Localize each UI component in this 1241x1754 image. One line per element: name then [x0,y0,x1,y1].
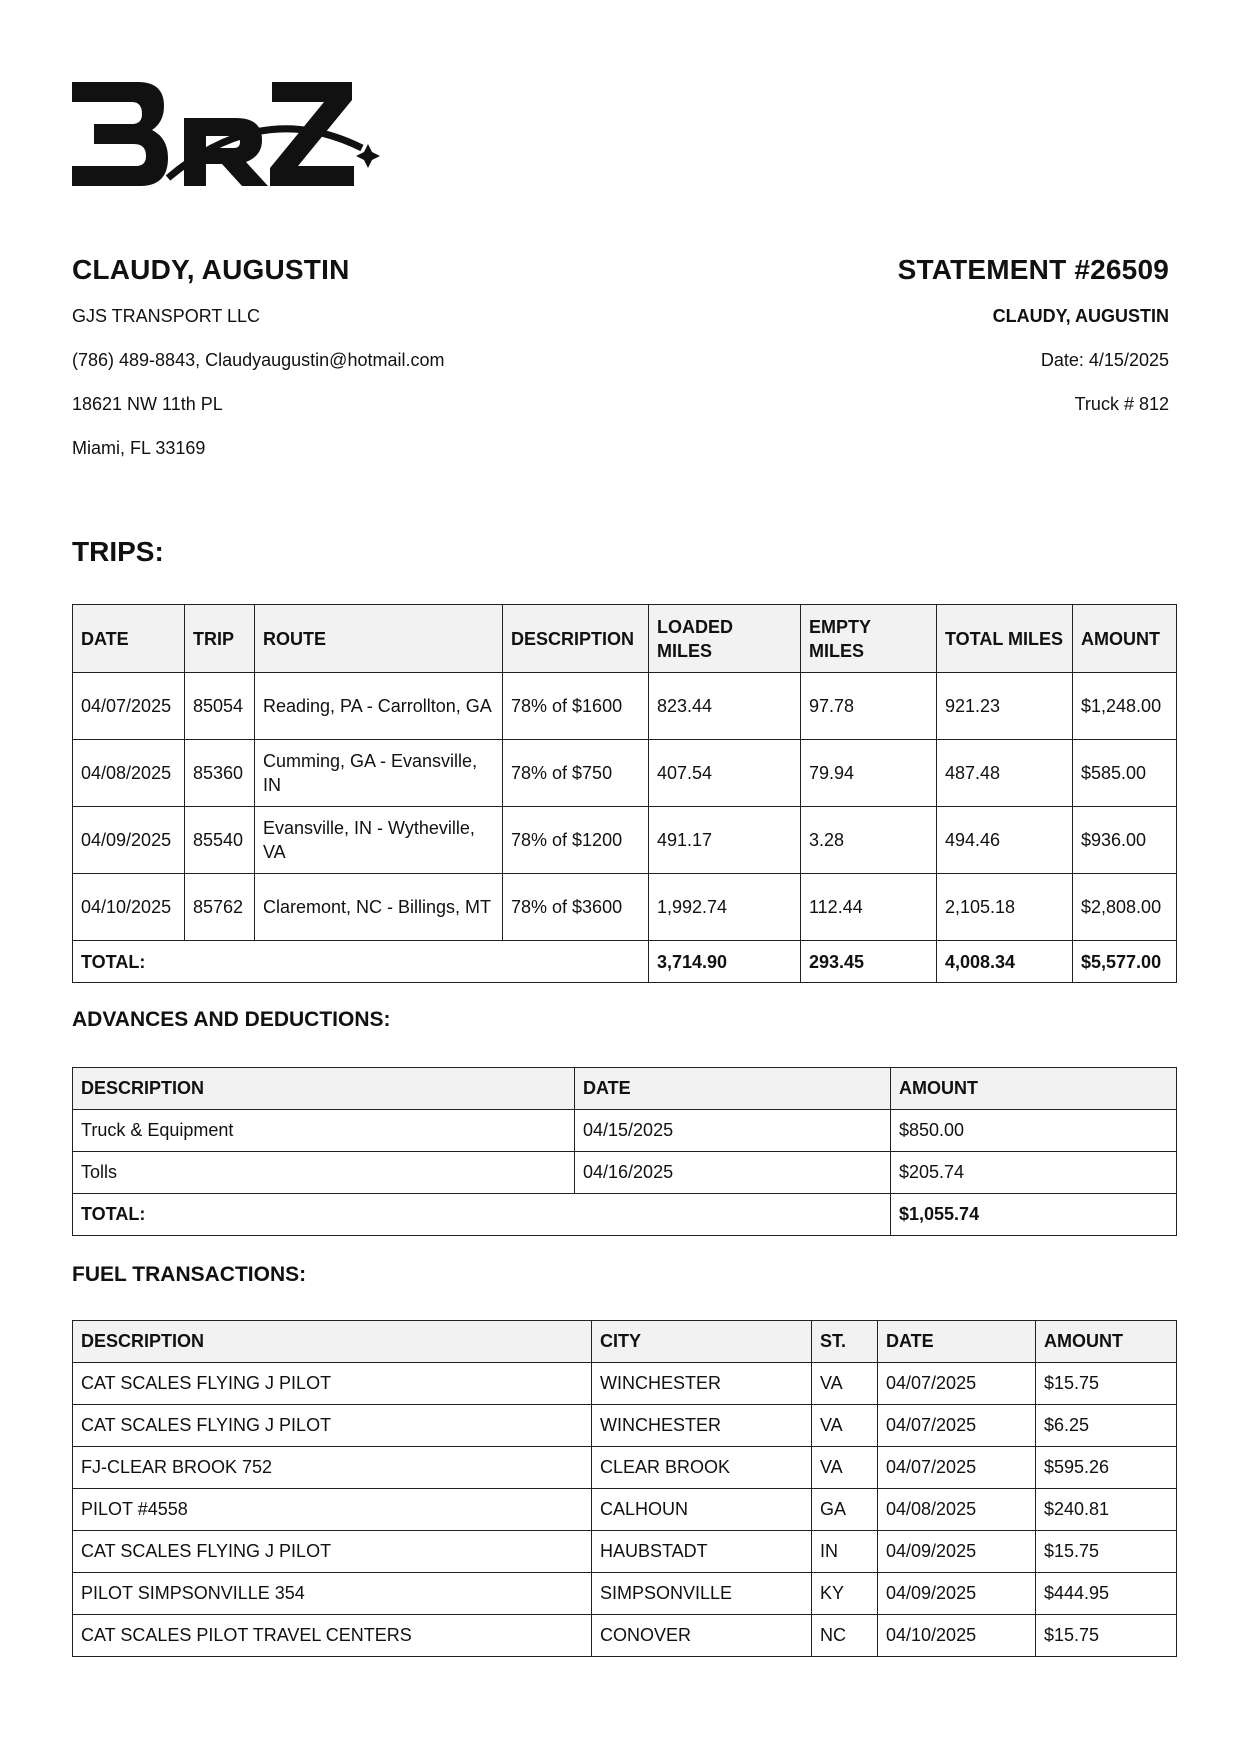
table-cell: 04/08/2025 [73,740,185,807]
driver-name: CLAUDY, AUGUSTIN [72,254,350,285]
table-cell: 04/15/2025 [575,1110,891,1152]
table-cell: 78% of $1200 [503,807,649,874]
table-cell: FJ-CLEAR BROOK 752 [73,1447,592,1489]
table-cell: CAT SCALES PILOT TRAVEL CENTERS [73,1615,592,1657]
table-cell: Claremont, NC - Billings, MT [255,874,503,941]
table-row [73,1531,1177,1573]
driver-contact: (786) 489-8843, Claudyaugustin@hotmail.com [72,350,445,370]
table-cell: $15.75 [1036,1615,1177,1657]
column-header: EMPTY MILES [801,605,937,673]
table-cell: Cumming, GA - Evansville, IN [255,740,503,807]
table-cell: $15.75 [1036,1363,1177,1405]
table-header-row [73,1068,1177,1110]
table-cell: 04/10/2025 [878,1615,1036,1657]
statement-info [898,252,1169,426]
table-cell: 79.94 [801,740,937,807]
table-row [73,1405,1177,1447]
table-cell: $6.25 [1036,1405,1177,1447]
table-cell: Tolls [73,1152,575,1194]
total-loaded-miles: 3,714.90 [649,941,801,983]
trips-heading: TRIPS: [72,536,164,567]
table-cell: 85540 [185,807,255,874]
table-cell: $936.00 [1073,807,1177,874]
total-amount: $5,577.00 [1073,941,1177,983]
column-header: DATE [878,1321,1036,1363]
table-cell: 78% of $1600 [503,673,649,740]
advances-heading: ADVANCES AND DEDUCTIONS: [72,1008,391,1031]
table-cell: 85762 [185,874,255,941]
table-row [73,1152,1177,1194]
driver-address-line2: Miami, FL 33169 [72,438,206,458]
table-cell: 04/08/2025 [878,1489,1036,1531]
total-label: TOTAL: [73,941,649,983]
table-cell: 407.54 [649,740,801,807]
table-cell: 487.48 [937,740,1073,807]
table-cell: 921.23 [937,673,1073,740]
table-cell: 04/07/2025 [878,1405,1036,1447]
table-row [73,1363,1177,1405]
table-cell: 494.46 [937,807,1073,874]
table-cell: 3.28 [801,807,937,874]
table-cell: GA [812,1489,878,1531]
total-total-miles: 4,008.34 [937,941,1073,983]
column-header: TOTAL MILES [937,605,1073,673]
column-header: DATE [73,605,185,673]
company-logo [72,78,384,196]
table-cell: PILOT SIMPSONVILLE 354 [73,1573,592,1615]
table-cell: CALHOUN [592,1489,812,1531]
total-amount: $1,055.74 [891,1194,1177,1236]
total-empty-miles: 293.45 [801,941,937,983]
table-cell: 04/07/2025 [878,1447,1036,1489]
table-cell: 2,105.18 [937,874,1073,941]
table-cell: $240.81 [1036,1489,1177,1531]
column-header: ST. [812,1321,878,1363]
table-cell: SIMPSONVILLE [592,1573,812,1615]
table-cell: Reading, PA - Carrollton, GA [255,673,503,740]
table-cell: CAT SCALES FLYING J PILOT [73,1363,592,1405]
table-cell: 85360 [185,740,255,807]
table-cell: 04/07/2025 [878,1363,1036,1405]
table-cell: CAT SCALES FLYING J PILOT [73,1405,592,1447]
table-row [73,874,1177,941]
statement-name: CLAUDY, AUGUSTIN [992,306,1169,326]
table-cell: 04/10/2025 [73,874,185,941]
table-cell: Evansville, IN - Wytheville, VA [255,807,503,874]
table-cell: VA [812,1447,878,1489]
total-label: TOTAL: [73,1194,891,1236]
column-header: TRIP [185,605,255,673]
driver-info [72,252,444,470]
table-cell: 112.44 [801,874,937,941]
table-row [73,1573,1177,1615]
trips-total-row [73,941,1177,983]
column-header: AMOUNT [1036,1321,1177,1363]
fuel-table [72,1320,1177,1657]
table-cell: 823.44 [649,673,801,740]
table-cell: HAUBSTADT [592,1531,812,1573]
table-cell: $205.74 [891,1152,1177,1194]
table-cell: $1,248.00 [1073,673,1177,740]
table-cell: 78% of $750 [503,740,649,807]
table-cell: 1,992.74 [649,874,801,941]
statement-date: Date: 4/15/2025 [1040,350,1169,370]
table-cell: VA [812,1363,878,1405]
table-cell: 97.78 [801,673,937,740]
column-header: CITY [592,1321,812,1363]
column-header: LOADED MILES [649,605,801,673]
table-cell: 491.17 [649,807,801,874]
table-cell: 04/07/2025 [73,673,185,740]
driver-address-line1: 18621 NW 11th PL [72,394,223,414]
table-header-row [73,1321,1177,1363]
table-cell: $850.00 [891,1110,1177,1152]
table-row [73,807,1177,874]
table-cell: $595.26 [1036,1447,1177,1489]
column-header: DESCRIPTION [503,605,649,673]
trips-table [72,604,1177,983]
table-cell: $585.00 [1073,740,1177,807]
table-cell: CLEAR BROOK [592,1447,812,1489]
table-cell: 78% of $3600 [503,874,649,941]
column-header: ROUTE [255,605,503,673]
table-row [73,740,1177,807]
table-cell: $2,808.00 [1073,874,1177,941]
table-row [73,673,1177,740]
column-header: AMOUNT [891,1068,1177,1110]
table-cell: WINCHESTER [592,1405,812,1447]
driver-company: GJS TRANSPORT LLC [72,306,261,326]
table-cell: $444.95 [1036,1573,1177,1615]
fuel-heading: FUEL TRANSACTIONS: [72,1263,307,1286]
advances-total-row [73,1194,1177,1236]
table-cell: PILOT #4558 [73,1489,592,1531]
truck-number: Truck # 812 [1074,394,1169,414]
advances-table [72,1067,1177,1236]
table-cell: 85054 [185,673,255,740]
table-cell: 04/09/2025 [73,807,185,874]
table-cell: 04/16/2025 [575,1152,891,1194]
column-header: DESCRIPTION [73,1068,575,1110]
table-cell: CAT SCALES FLYING J PILOT [73,1531,592,1573]
table-cell: IN [812,1531,878,1573]
table-cell: $15.75 [1036,1531,1177,1573]
table-cell: 04/09/2025 [878,1531,1036,1573]
table-cell: Truck & Equipment [73,1110,575,1152]
table-row [73,1615,1177,1657]
table-row [73,1489,1177,1531]
table-cell: NC [812,1615,878,1657]
table-cell: WINCHESTER [592,1363,812,1405]
table-cell: CONOVER [592,1615,812,1657]
table-header-row [73,605,1177,673]
table-row [73,1447,1177,1489]
table-cell: KY [812,1573,878,1615]
column-header: DESCRIPTION [73,1321,592,1363]
statement-title: STATEMENT #26509 [897,254,1169,285]
column-header: AMOUNT [1073,605,1177,673]
table-cell: VA [812,1405,878,1447]
table-cell: 04/09/2025 [878,1573,1036,1615]
table-row [73,1110,1177,1152]
column-header: DATE [575,1068,891,1110]
